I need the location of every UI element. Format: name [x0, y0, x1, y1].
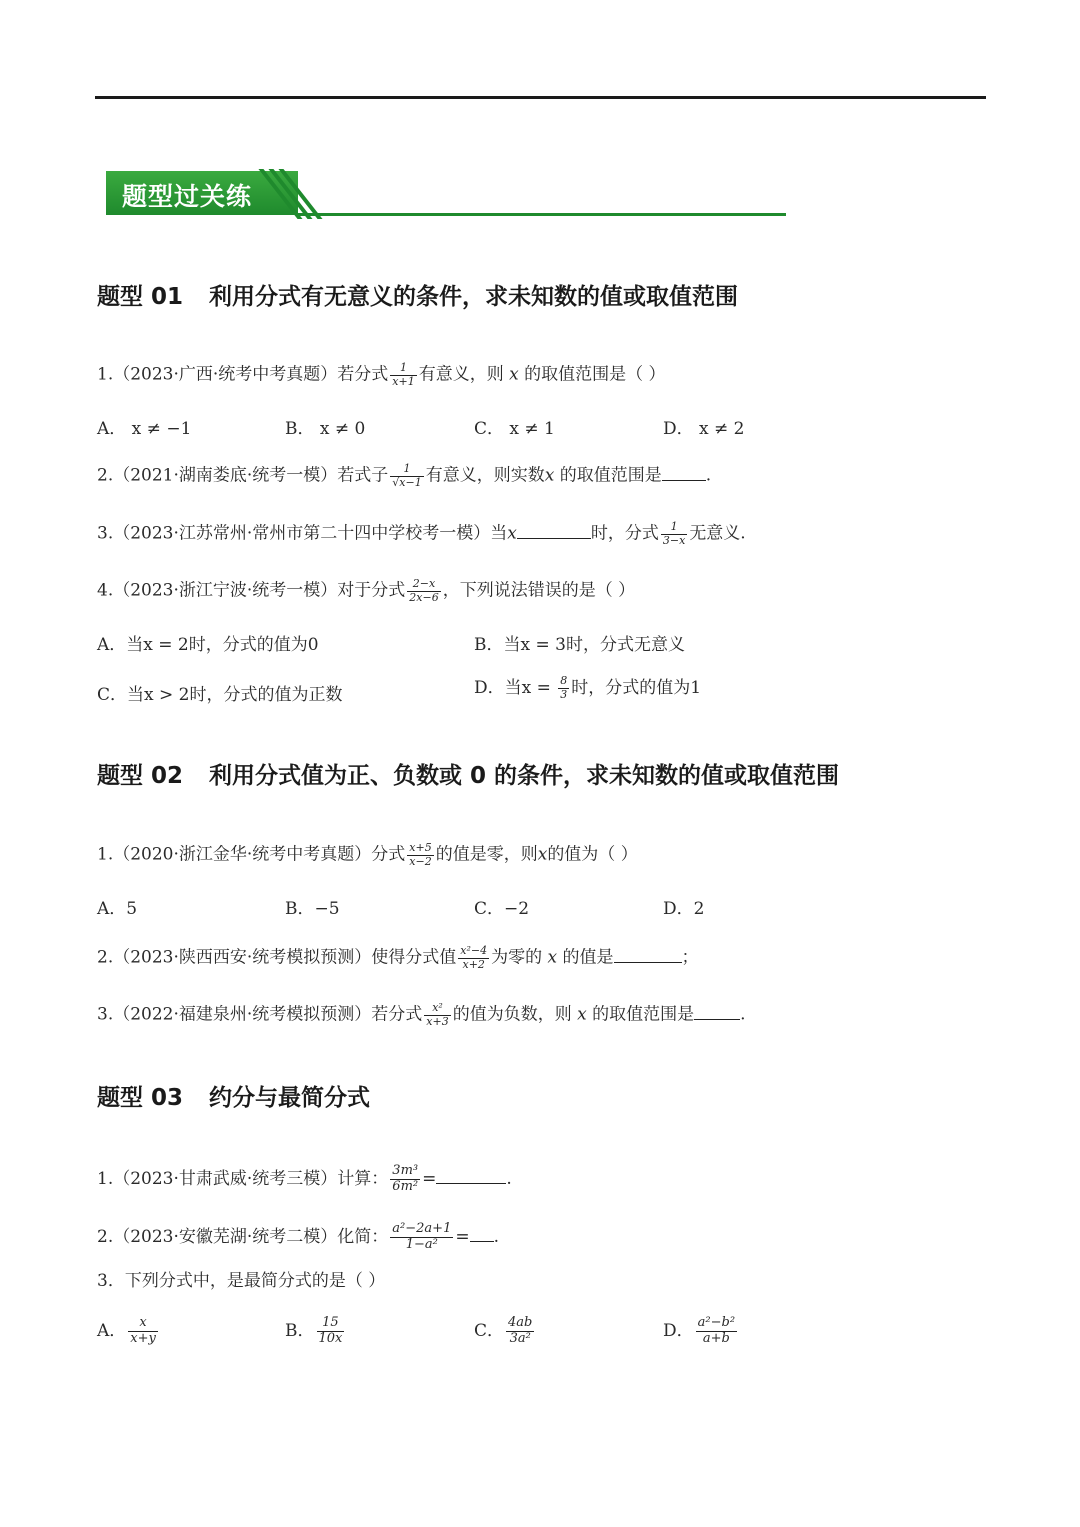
- option-a[interactable]: A．5: [97, 899, 138, 919]
- numerator: 1: [390, 463, 423, 477]
- question-text: .: [740, 1004, 746, 1025]
- option-a[interactable]: [97, 1316, 160, 1347]
- question-text: 为零的: [491, 947, 543, 968]
- question-text: 无意义.: [689, 523, 746, 544]
- option-c[interactable]: C．当x > 2时，分式的值为正数: [97, 685, 343, 705]
- numerator: 15: [317, 1316, 345, 1332]
- question-text: 的取值范围是（ ）: [524, 364, 666, 385]
- question-text: 的值是零，则: [435, 844, 538, 865]
- numerator: 4ab: [508, 1315, 533, 1331]
- option-d[interactable]: D．2: [663, 899, 705, 919]
- numerator: x²: [424, 1002, 450, 1016]
- numerator: 8: [560, 674, 568, 688]
- numerator: x: [128, 1316, 158, 1332]
- section-number: 题型 03: [97, 1085, 184, 1111]
- denominator: 10x: [318, 1331, 343, 1346]
- denominator: x+2: [462, 957, 485, 971]
- denominator: 3a²: [509, 1331, 531, 1346]
- section-heading-03: [97, 1079, 370, 1112]
- variable: x: [577, 1004, 587, 1025]
- fraction: [407, 842, 433, 868]
- fraction: [128, 1316, 158, 1347]
- variable: x: [544, 465, 555, 486]
- denominator: x+y: [130, 1331, 156, 1346]
- fraction: [390, 1164, 420, 1195]
- question-2-1: [97, 842, 638, 868]
- section-title: 利用分式值为正、负数或 0 的条件，求未知数的值或取值范围: [209, 763, 840, 789]
- question-text: 1.（2023·甘肃武威·统考三模）计算：: [97, 1168, 389, 1189]
- fraction: [661, 521, 687, 547]
- fraction: [317, 1316, 345, 1347]
- header-rule: [95, 96, 986, 99]
- answer-blank[interactable]: [694, 1005, 740, 1020]
- fraction: [390, 362, 416, 388]
- section-title: 约分与最简分式: [209, 1085, 371, 1111]
- option-c[interactable]: C．−2: [474, 899, 530, 919]
- question-1-1: [97, 362, 666, 388]
- numerator: a²−2a+1: [392, 1221, 452, 1236]
- option-d[interactable]: [663, 1316, 739, 1347]
- question-2-2: [97, 945, 699, 971]
- fraction: [407, 578, 440, 604]
- denominator: x+3: [426, 1014, 449, 1028]
- fraction: [458, 945, 489, 971]
- denominator: a+b: [702, 1331, 730, 1346]
- numerator: 3m³: [392, 1163, 419, 1178]
- question-text: .: [705, 465, 712, 486]
- question-text: ；: [681, 947, 699, 968]
- fraction: [558, 675, 569, 701]
- question-text: 4.（2023·浙江宁波·统考一模）对于分式: [97, 580, 406, 601]
- question-text: 2.（2023·陕西西安·统考模拟预测）使得分式值: [97, 947, 457, 968]
- question-text: 3.（2022·福建泉州·统考模拟预测）若分式: [97, 1004, 423, 1025]
- fraction: [390, 1222, 453, 1253]
- option-b[interactable]: [285, 1316, 346, 1347]
- numerator: a²−b²: [697, 1315, 736, 1331]
- answer-blank[interactable]: [517, 524, 591, 539]
- denominator: x−2: [409, 854, 432, 868]
- denominator: x+1: [392, 374, 415, 388]
- numerator: 1: [661, 521, 687, 535]
- question-1-3: [97, 521, 746, 547]
- question-text: 的取值范围是: [592, 1004, 695, 1025]
- question-2-3: [97, 1002, 746, 1028]
- denominator: 6m²: [392, 1178, 419, 1194]
- variable: x: [509, 364, 519, 385]
- denominator: 1−a²: [405, 1236, 438, 1252]
- denominator: 2x−6: [409, 590, 439, 604]
- option-text: D．当x =: [474, 678, 557, 698]
- question-text: 的值是: [562, 947, 614, 968]
- question-3-1: [97, 1164, 512, 1195]
- section-heading-02: [97, 757, 839, 790]
- question-text: .: [493, 1226, 499, 1247]
- fraction: [506, 1316, 534, 1347]
- question-text: 1.（2023·广西·统考中考真题）若分式: [97, 364, 389, 385]
- answer-blank[interactable]: [614, 948, 682, 963]
- variable: x: [537, 844, 548, 865]
- numerator: x²−4: [460, 944, 488, 957]
- question-text: 3.（2023·江苏常州·常州市第二十四中学校考一模）当: [97, 523, 508, 544]
- section-title: 利用分式有无意义的条件，求未知数的值或取值范围: [209, 284, 739, 310]
- denominator: 3: [560, 688, 568, 701]
- option-b[interactable]: B．−5: [285, 899, 340, 919]
- fraction: [390, 463, 423, 489]
- question-text: 的值为负数，则: [452, 1004, 572, 1025]
- question-text: 2.（2021·湖南娄底·统考一模）若式子: [97, 465, 389, 486]
- question-text: 1.（2020·浙江金华·统考中考真题）分式: [97, 844, 406, 865]
- answer-blank[interactable]: [436, 1169, 506, 1184]
- option-a[interactable]: A． x ≠ −1: [97, 419, 192, 439]
- question-text: ，下列说法错误的是（ ）: [442, 580, 636, 601]
- question-text: 的值为（ ）: [547, 844, 638, 865]
- option-d[interactable]: D． x ≠ 2: [663, 419, 745, 439]
- question-1-2: [97, 463, 711, 489]
- question-1-4: [97, 578, 635, 604]
- answer-blank[interactable]: [662, 466, 706, 481]
- option-label: B．: [285, 1321, 315, 1341]
- numerator: 1: [390, 362, 416, 376]
- option-label: C．: [474, 1321, 505, 1341]
- section-heading-01: [97, 278, 738, 311]
- question-3-3: 3．下列分式中，是最简分式的是（ ）: [97, 1271, 386, 1291]
- denominator: 3−x: [662, 533, 686, 547]
- numerator: 2−x: [407, 578, 440, 592]
- variable: x: [547, 947, 558, 968]
- equals-sign: =: [455, 1226, 470, 1247]
- answer-blank[interactable]: [470, 1227, 494, 1242]
- question-text: 时，分式: [590, 523, 659, 544]
- option-label: A．: [97, 1321, 127, 1341]
- option-d[interactable]: [474, 673, 701, 702]
- option-b[interactable]: B． x ≠ 0: [285, 419, 366, 439]
- option-text: 时，分式的值为1: [571, 678, 702, 698]
- option-c[interactable]: [474, 1316, 536, 1347]
- option-label: D．: [663, 1321, 694, 1341]
- fraction: [696, 1316, 737, 1347]
- variable: x: [507, 523, 517, 544]
- question-text: 2.（2023·安徽芜湖·统考二模）化简：: [97, 1226, 389, 1247]
- banner-underline: [296, 213, 786, 216]
- question-text: 有意义，则: [418, 364, 504, 385]
- denominator: √x−1: [392, 475, 422, 489]
- numerator: x+5: [409, 841, 432, 854]
- question-text: 有意义，则实数: [425, 465, 545, 486]
- option-b[interactable]: B．当x = 3时，分式无意义: [474, 635, 685, 655]
- section-number: 题型 02: [97, 763, 184, 789]
- section-number: 题型 01: [97, 284, 184, 310]
- section-banner: [106, 171, 786, 219]
- question-text: .: [506, 1168, 512, 1189]
- equals-sign: =: [422, 1168, 437, 1189]
- banner-title: 题型过关练: [122, 182, 253, 211]
- fraction: [424, 1002, 450, 1028]
- option-a[interactable]: A．当x = 2时，分式的值为0: [97, 635, 319, 655]
- question-text: 的取值范围是: [559, 465, 662, 486]
- option-c[interactable]: C． x ≠ 1: [474, 419, 555, 439]
- question-3-2: [97, 1222, 499, 1253]
